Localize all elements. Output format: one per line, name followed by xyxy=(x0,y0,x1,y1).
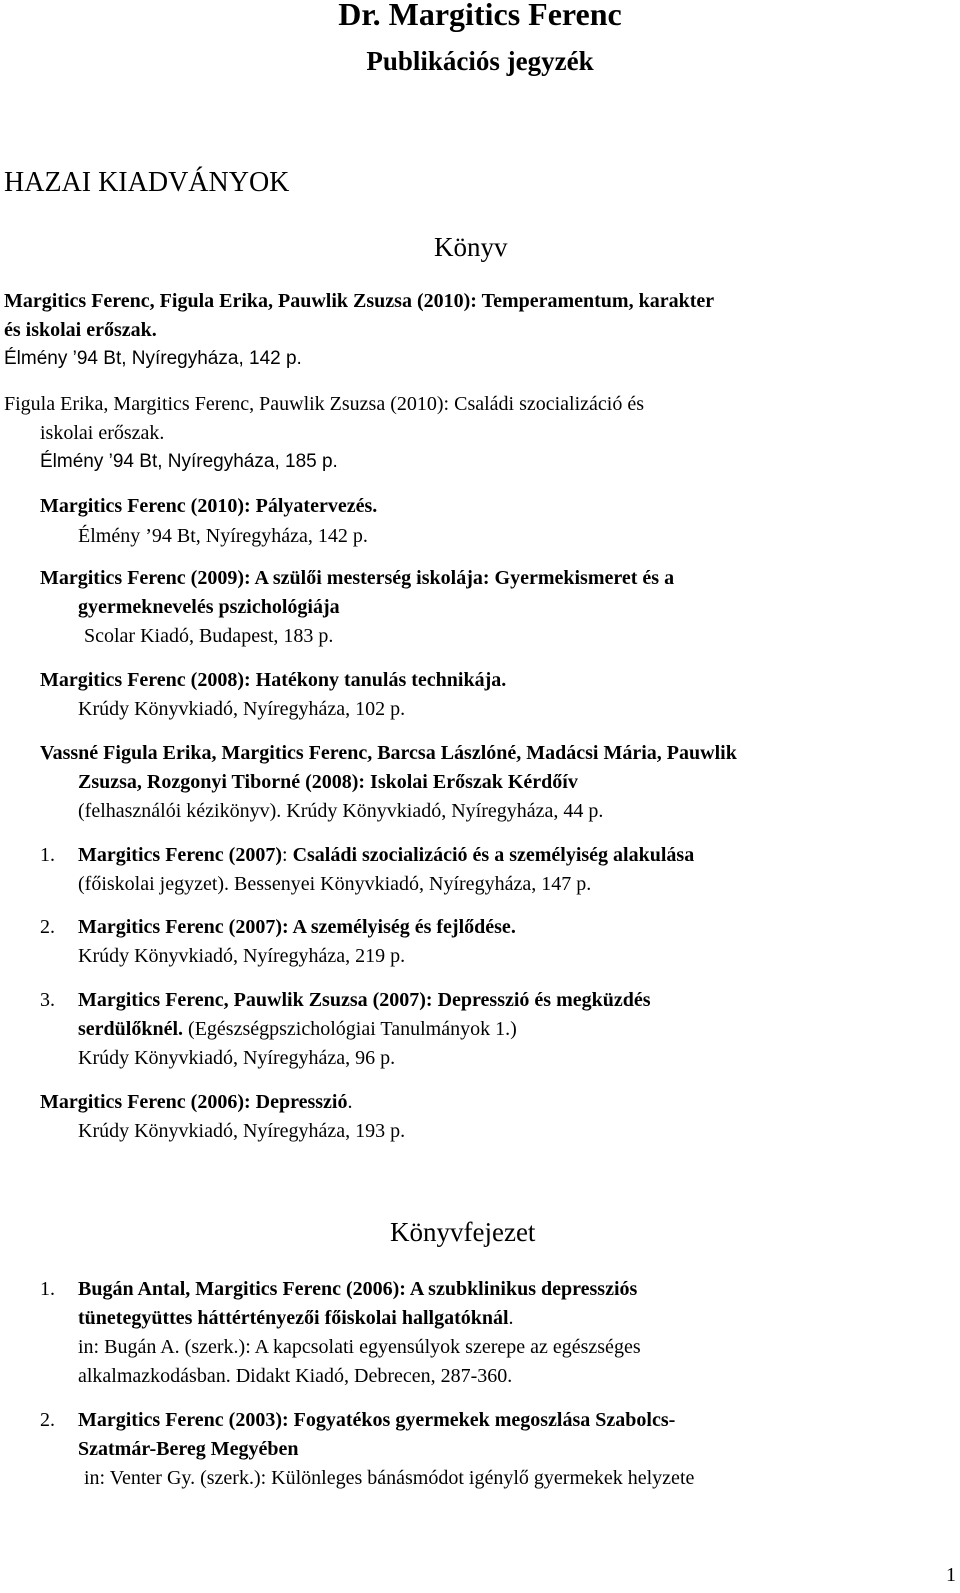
entry-line: Margitics Ferenc (2003): Fogyatékos gyermekek megoszlása Szabolcs- xyxy=(78,1409,676,1431)
entry-line: Scolar Kiadó, Budapest, 183 p. xyxy=(84,625,334,647)
entry-line: és iskolai erőszak. xyxy=(4,319,157,341)
entry-line: in: Venter Gy. (szerk.): Különleges bánásmódot igénylő gyermekek helyzete xyxy=(84,1467,695,1489)
entry-line: Krúdy Könyvkiadó, Nyíregyháza, 219 p. xyxy=(78,945,406,967)
entry-line: Vassné Figula Erika, Margitics Ferenc, Barcsa Lászlóné, Madácsi Mária, Pauwlik xyxy=(40,742,737,764)
entry-line: alkalmazkodásban. Didakt Kiadó, Debrecen, 287-360. xyxy=(78,1365,513,1387)
entry-author: Margitics Ferenc (2007) xyxy=(78,844,282,866)
list-number: 1. xyxy=(40,1278,55,1300)
entry-title: Családi szocializáció és a személyiség alakulása xyxy=(292,844,695,866)
entry-line: Élmény ’94 Bt, Nyíregyháza, 185 p. xyxy=(40,451,338,472)
list-number: 2. xyxy=(40,916,55,938)
page-subtitle: Publikációs jegyzék xyxy=(366,46,594,76)
entry-line: Szatmár-Bereg Megyében xyxy=(78,1438,299,1460)
entry-line xyxy=(78,1308,514,1328)
section-heading: HAZAI KIADVÁNYOK xyxy=(4,167,290,198)
entry-line: Margitics Ferenc (2007): A személyiség és fejlődése. xyxy=(78,916,516,938)
entry-line: gyermeknevelés pszichológiája xyxy=(78,596,340,618)
category-heading-konyv: Könyv xyxy=(434,232,508,262)
list-number: 2. xyxy=(40,1409,55,1431)
entry-line: Margitics Ferenc (2010): Pályatervezés. xyxy=(40,495,378,517)
entry-line xyxy=(78,845,694,865)
list-number: 3. xyxy=(40,989,55,1011)
entry-line: Margitics Ferenc (2008): Hatékony tanulás technikája. xyxy=(40,669,507,691)
entry-title: Margitics Ferenc (2006): Depresszió xyxy=(40,1091,348,1113)
entry-title: serdülőknél. xyxy=(78,1018,184,1040)
entry-line: in: Bugán A. (szerk.): A kapcsolati egyensúlyok szerepe az egészséges xyxy=(78,1336,641,1358)
entry-punct: . xyxy=(508,1307,514,1329)
entry-line: Margitics Ferenc, Figula Erika, Pauwlik Zsuzsa (2010): Temperamentum, karakter xyxy=(4,290,715,312)
category-heading-konyvfejezet: Könyvfejezet xyxy=(390,1217,536,1247)
entry-line: Margitics Ferenc (2009): A szülői mesterség iskolája: Gyermekismeret és a xyxy=(40,567,675,589)
page-title: Dr. Margitics Ferenc xyxy=(338,0,622,32)
entry-punct: . xyxy=(347,1091,353,1113)
entry-line: Zsuzsa, Rozgonyi Tiborné (2008): Iskolai Erőszak Kérdőív xyxy=(78,771,578,793)
entry-line: (felhasználói kézikönyv). Krúdy Könyvkiadó, Nyíregyháza, 44 p. xyxy=(78,800,604,822)
entry-series: (Egészségpszichológiai Tanulmányok 1.) xyxy=(183,1018,517,1040)
entry-line: Margitics Ferenc, Pauwlik Zsuzsa (2007): Depresszió és megküzdés xyxy=(78,989,651,1011)
entry-line xyxy=(78,1019,517,1039)
entry-line: Krúdy Könyvkiadó, Nyíregyháza, 96 p. xyxy=(78,1047,396,1069)
entry-line xyxy=(40,1092,353,1112)
entry-line: Élmény ’94 Bt, Nyíregyháza, 142 p. xyxy=(4,348,302,369)
entry-line: iskolai erőszak. xyxy=(40,422,165,444)
page-number: 1 xyxy=(946,1564,956,1586)
entry-line: Figula Erika, Margitics Ferenc, Pauwlik Zsuzsa (2010): Családi szocializáció és xyxy=(4,393,645,415)
list-number: 1. xyxy=(40,844,55,866)
entry-line: Krúdy Könyvkiadó, Nyíregyháza, 193 p. xyxy=(78,1120,406,1142)
entry-line: Élmény ’94 Bt, Nyíregyháza, 142 p. xyxy=(78,525,368,547)
entry-line: (főiskolai jegyzet). Bessenyei Könyvkiadó, Nyíregyháza, 147 p. xyxy=(78,873,592,895)
entry-line: Bugán Antal, Margitics Ferenc (2006): A szubklinikus depressziós xyxy=(78,1278,638,1300)
entry-separator: : xyxy=(282,844,293,866)
entry-line: Krúdy Könyvkiadó, Nyíregyháza, 102 p. xyxy=(78,698,406,720)
entry-title: tünetegyüttes háttértényezői főiskolai hallgatóknál xyxy=(78,1307,509,1329)
